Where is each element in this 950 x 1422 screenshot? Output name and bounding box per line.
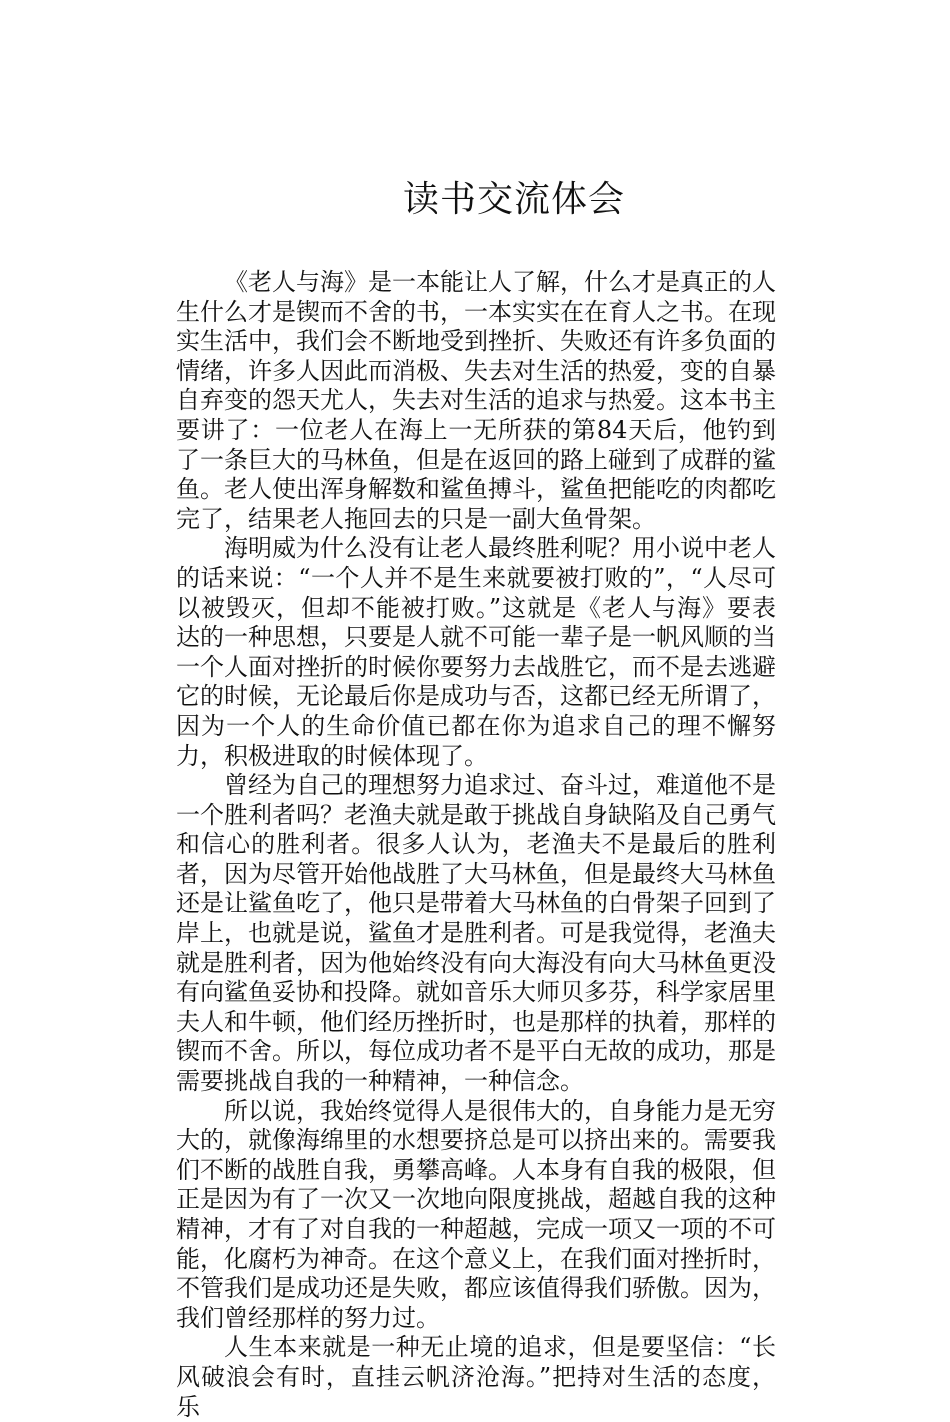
- paragraph-4: 所以说，我始终觉得人是很伟大的，自身能力是无穷大的，就像海绵里的水想要挤总是可以挤出来的。需要我们不断的战胜自我，勇攀高峰。人本身有自我的极限，但正是因为有了一次又一次地向限度挑战，超越自我的这种精神，才有了对自我的一种超越，完成一项又一项的不可能，化腐朽为神奇。在这个意义上，在我们面对挫折时，不管我们是成功还是失败，都应该值得我们骄傲。因为，我们曾经那样的努力过。: [176, 1096, 776, 1332]
- document-title: 读书交流体会: [402, 179, 625, 220]
- paragraph-1: 《老人与海》是一本能让人了解，什么才是真正的人生什么才是锲而不舍的书，一本实实在在育人之书。在现实生活中，我们会不断地受到挫折、失败还有许多负面的情绪，许多人因此而消极、失去对生活的热爱，变的自暴自弃变的怨天尤人，失去对生活的追求与热爱。这本书主要讲了：一位老人在海上一无所获的第84天后，他钓到了一条巨大的马林鱼，但是在返回的路上碰到了成群的鲨鱼。老人使出浑身解数和鲨鱼搏斗，鲨鱼把能吃的肉都吃完了，结果老人拖回去的只是一副大鱼骨架。: [176, 268, 776, 533]
- paragraph-3: 曾经为自己的理想努力追求过、奋斗过，难道他不是一个胜利者吗？老渔夫就是敢于挑战自身缺陷及自己勇气和信心的胜利者。很多人认为，老渔夫不是最后的胜利者，因为尽管开始他战胜了大马林鱼，但是最终大马林鱼还是让鲨鱼吃了，他只是带着大马林鱼的白骨架子回到了岸上，也就是说，鲨鱼才是胜利者。可是我觉得，老渔夫就是胜利者，因为他始终没有向大海没有向大马林鱼更没有向鲨鱼妥协和投降。就如音乐大师贝多芬，科学家居里夫人和牛顿，他们经历挫折时，也是那样的执着，那样的锲而不舍。所以，每位成功者不是平白无故的成功，那是需要挑战自我的一种精神，一种信念。: [176, 771, 776, 1096]
- document-body: [176, 268, 776, 1422]
- paragraph-2: 海明威为什么没有让老人最终胜利呢？用小说中老人的话来说：“一个人并不是生来就要被打败的”，“人尽可以被毁灭，但却不能被打败。”这就是《老人与海》要表达的一种思想，只要是人就不可能一辈子是一帆风顺的当一个人面对挫折的时候你要努力去战胜它，而不是去逃避它的时候，无论最后你是成功与否，这都已经无所谓了，因为一个人的生命价值已都在你为追求自己的理不懈努力，积极进取的时候体现了。: [176, 534, 776, 770]
- paragraph-5: 人生本来就是一种无止境的追求，但是要坚信：“长风破浪会有时，直挂云帆济沧海。”把持对生活的态度，乐: [176, 1333, 776, 1421]
